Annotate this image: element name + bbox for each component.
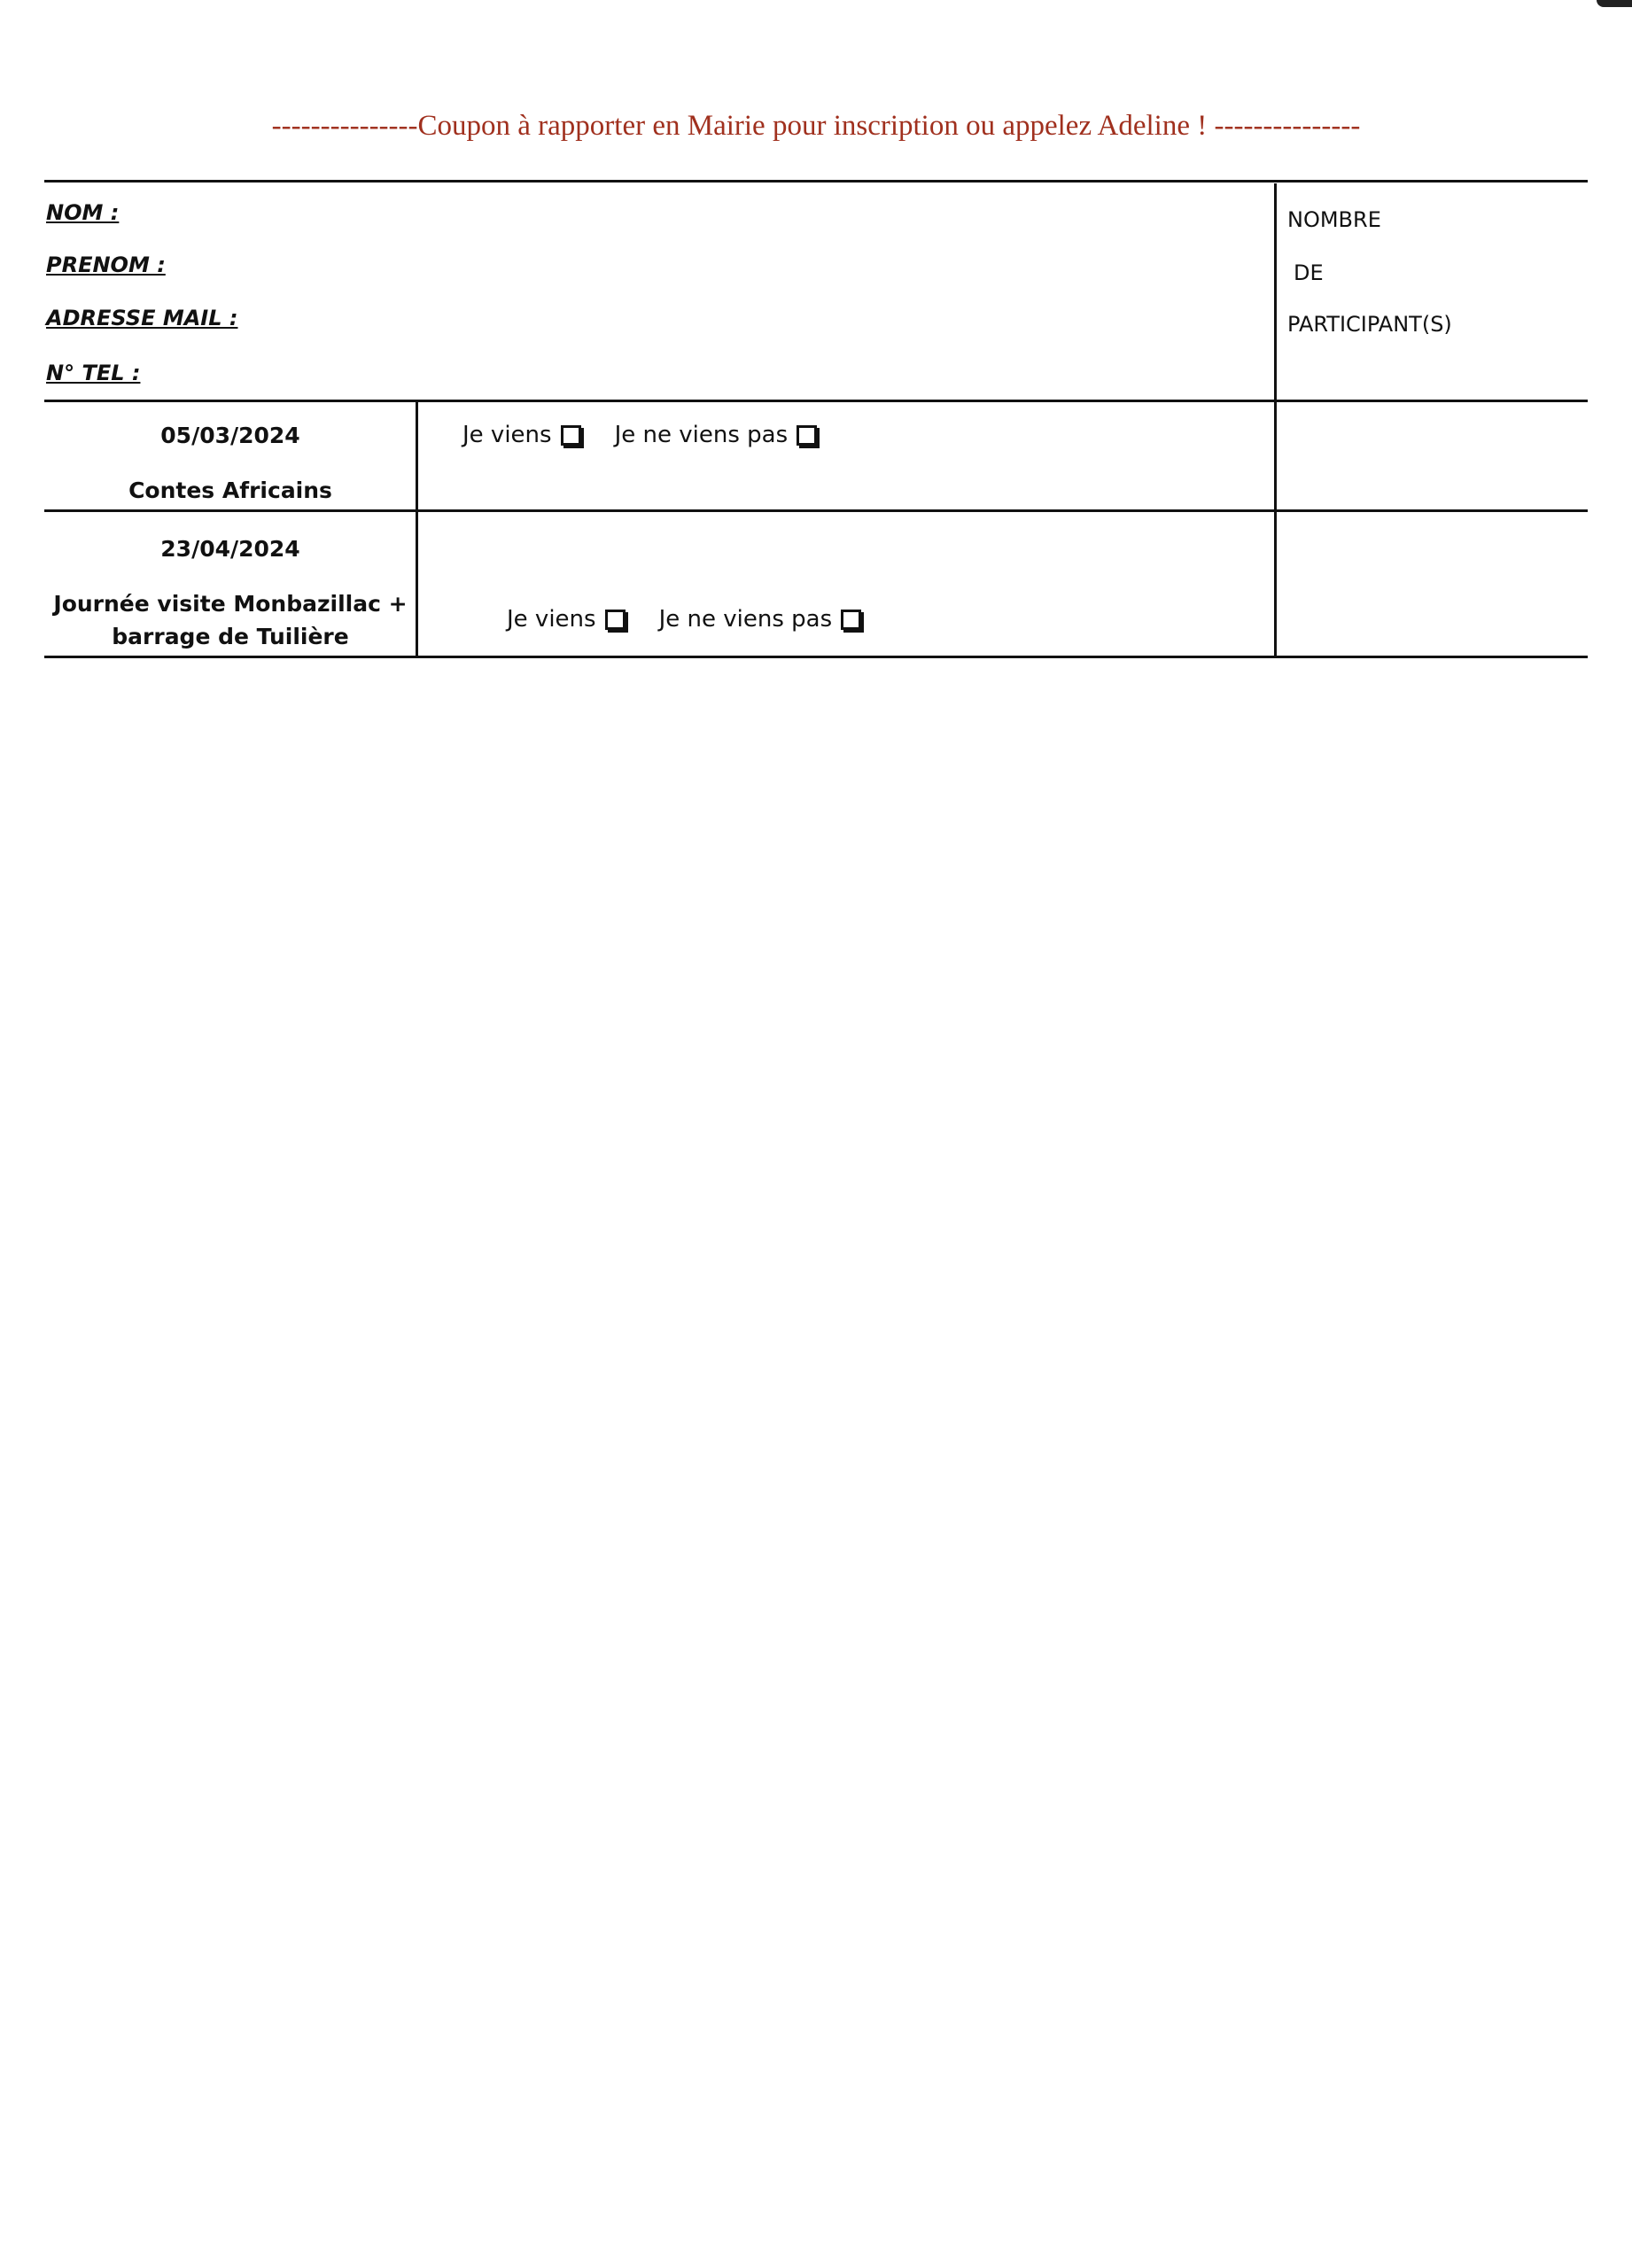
participants-header-line1: NOMBRE (1287, 207, 1381, 232)
scan-corner-mark (1597, 0, 1632, 7)
table-row2-border (44, 509, 1588, 512)
event2-choices (507, 606, 865, 633)
event1-title: Contes Africains (128, 478, 332, 503)
table-row1-border (44, 400, 1588, 402)
tel-label: N° TEL : (46, 361, 141, 385)
event2-title-line2: barrage de Tuilière (112, 624, 349, 649)
event-column-divider (416, 400, 418, 657)
event1-choices (462, 422, 820, 448)
coupon-header: ---------------Coupon à rapporter en Mairie pour inscription ou appelez Adeline ! --------------- (271, 110, 1361, 142)
nom-label: NOM : (46, 200, 120, 225)
event2-no-checkbox[interactable] (841, 610, 861, 630)
participants-header-line3: PARTICIPANT(S) (1287, 312, 1452, 337)
event1-no-label: Je ne viens pas (614, 422, 789, 448)
event2-no-label: Je ne viens pas (658, 606, 833, 633)
event2-title-line1: Journée visite Monbazillac + (53, 591, 408, 617)
event1-no-checkbox[interactable] (797, 425, 817, 446)
adresse-mail-label: ADRESSE MAIL : (46, 306, 238, 330)
event2-date: 23/04/2024 (160, 536, 300, 562)
participants-header-line2: DE (1294, 260, 1324, 285)
event2-yes-checkbox[interactable] (605, 610, 626, 630)
event2-yes-label: Je viens (507, 606, 596, 633)
table-top-border (44, 180, 1588, 183)
event1-date: 05/03/2024 (160, 423, 300, 448)
prenom-label: PRENOM : (46, 252, 166, 277)
table-bottom-border (44, 656, 1588, 658)
participants-column-divider (1274, 183, 1277, 657)
event1-yes-checkbox[interactable] (561, 425, 581, 446)
event1-yes-label: Je viens (462, 422, 552, 448)
